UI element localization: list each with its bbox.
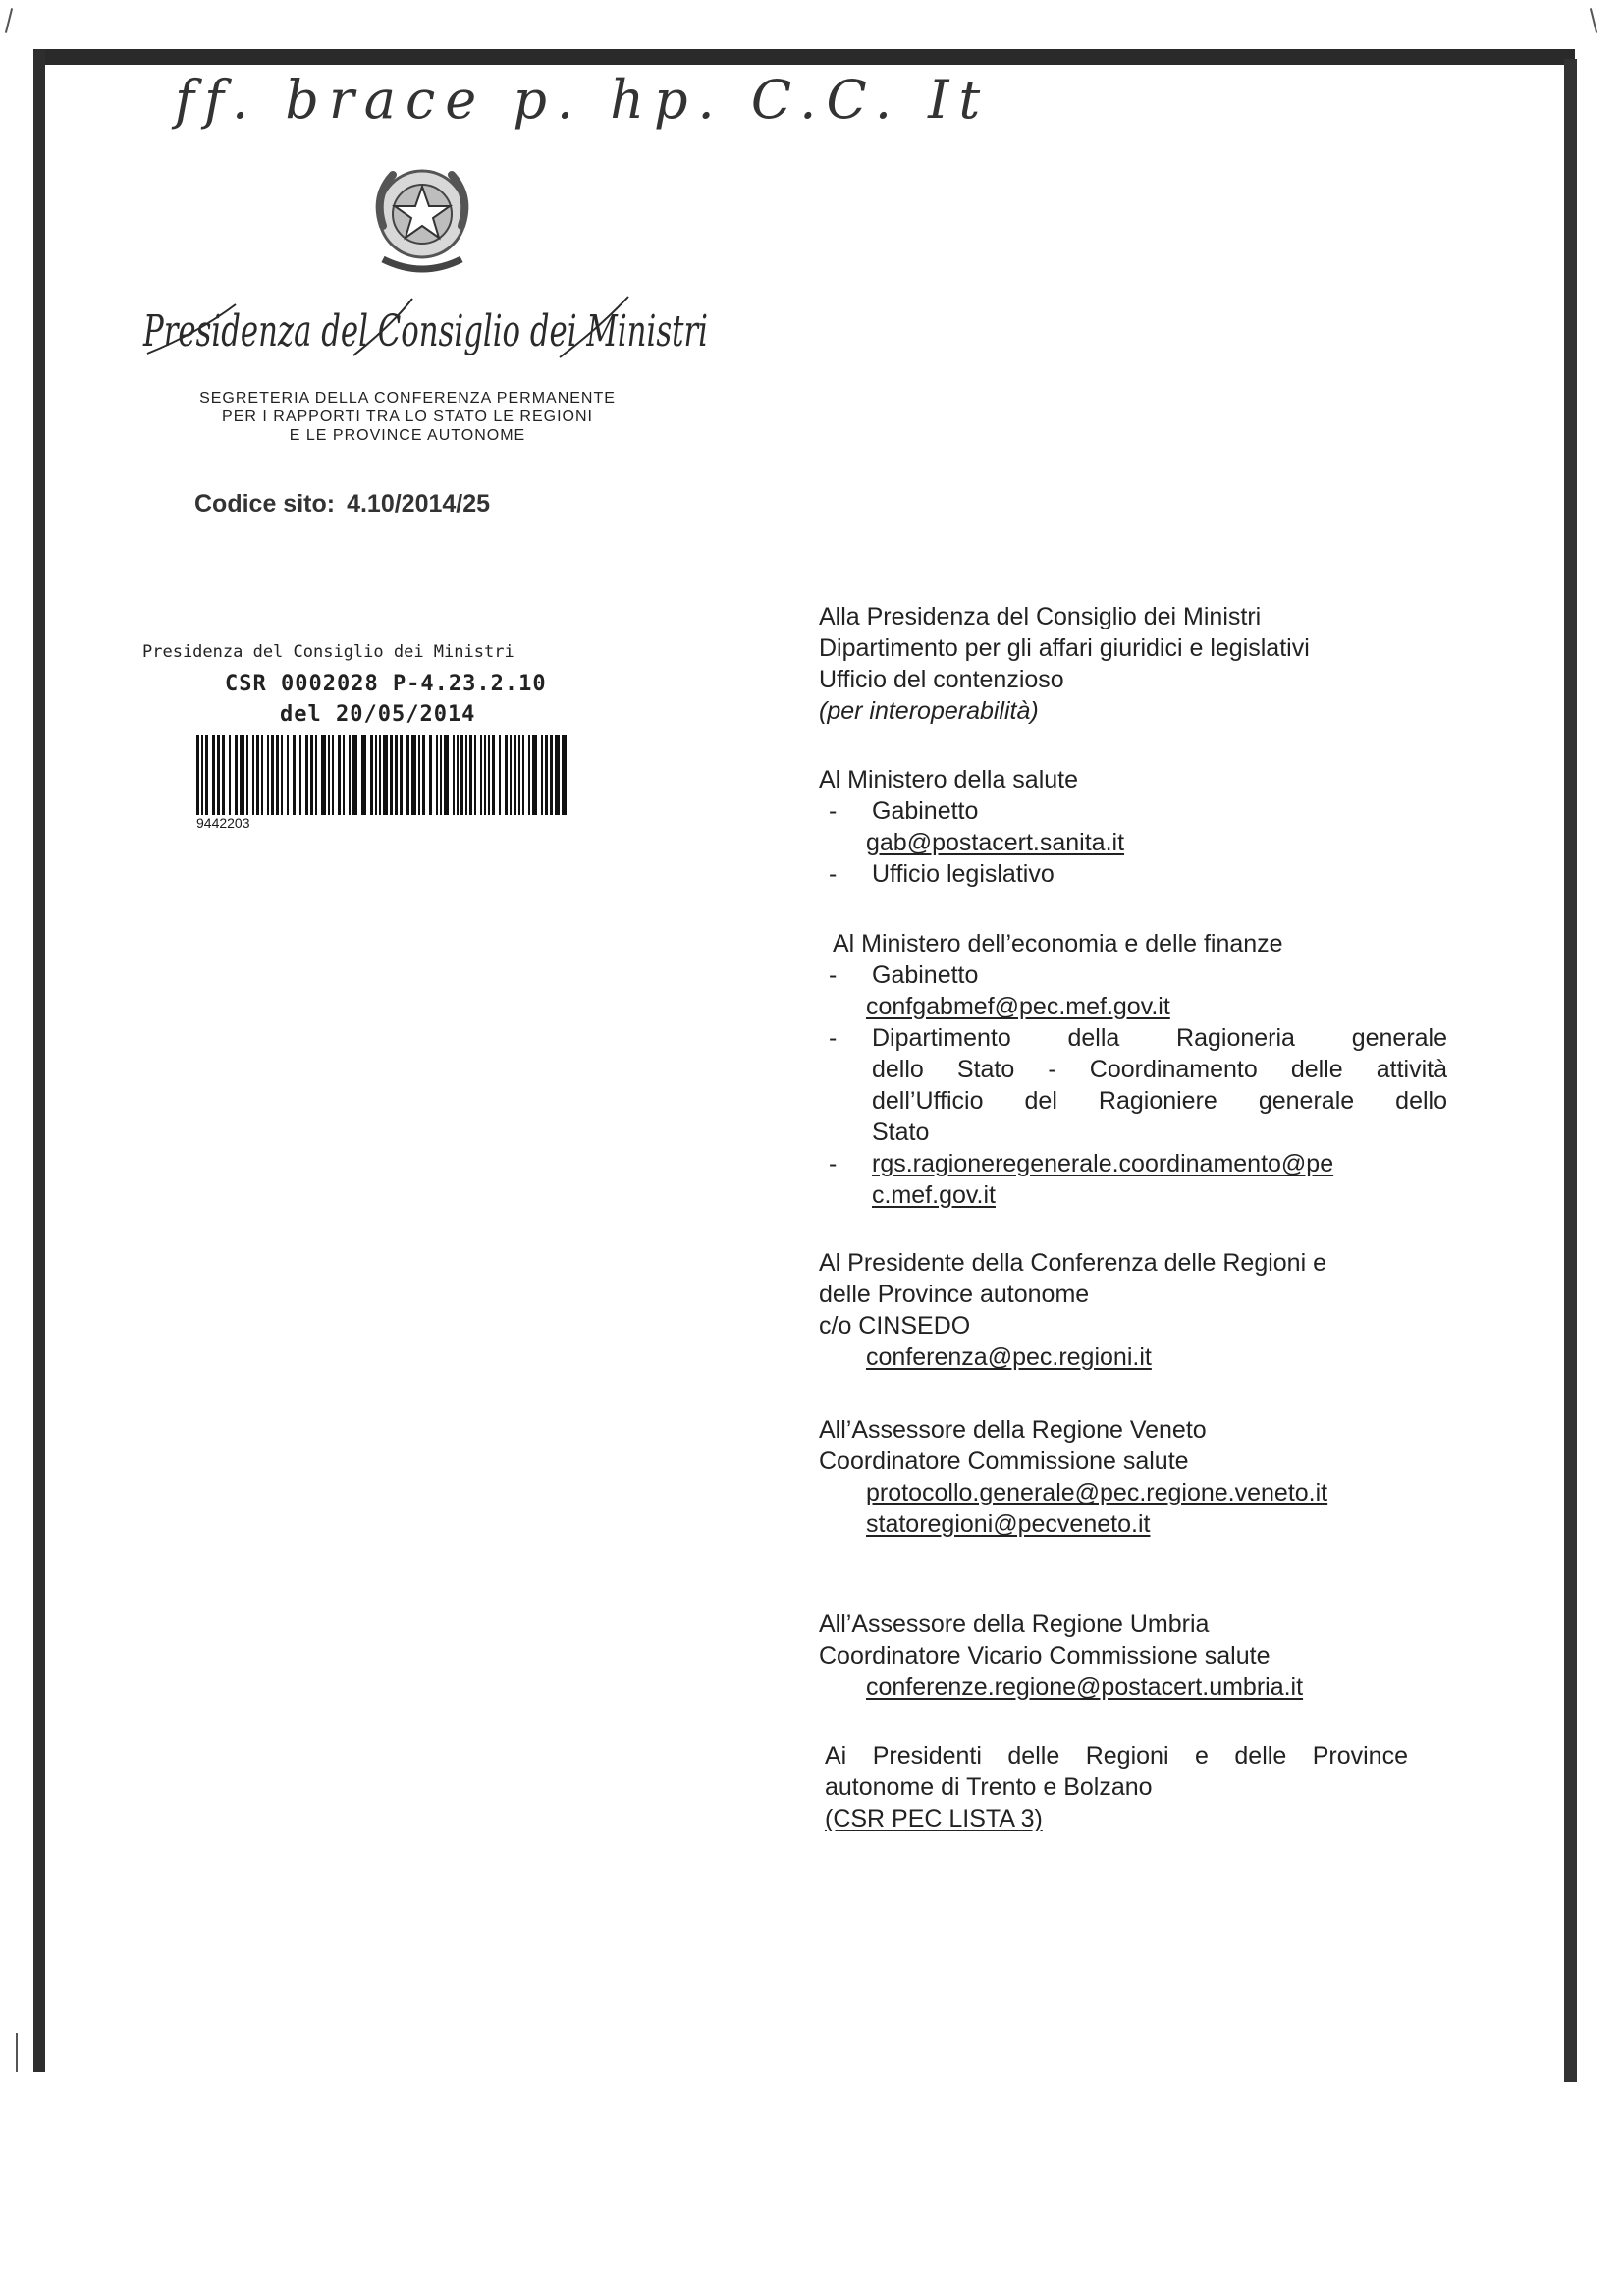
barcode-bar	[492, 735, 495, 815]
pec-list-reference: (CSR PEC LISTA 3)	[825, 1805, 1043, 1832]
recipient-line: delle Province autonome	[819, 1281, 1090, 1308]
recipient-title: Al Ministero della salute	[819, 766, 1079, 793]
stamp-protocol: CSR 0002028 P-4.23.2.10	[225, 672, 547, 696]
barcode-bar	[256, 735, 259, 815]
barcode-bar	[444, 735, 449, 815]
barcode-bar	[338, 735, 341, 815]
office-label: Gabinetto	[872, 961, 979, 989]
email-link[interactable]	[872, 1148, 1447, 1211]
barcode-bar	[315, 735, 317, 815]
barcode-bar	[252, 735, 254, 815]
email-link[interactable]: protocollo.generale@pec.regione.veneto.it	[866, 1479, 1328, 1506]
barcode-bar	[465, 735, 467, 815]
codice-sito	[194, 490, 490, 519]
list-dash: -	[829, 1150, 838, 1177]
recipient-line: c/o CINSEDO	[819, 1312, 971, 1339]
secretariat-heading	[177, 389, 638, 445]
barcode-bar	[370, 735, 373, 815]
barcode-bar	[460, 735, 463, 815]
barcode-bar	[271, 735, 274, 815]
barcode-bar	[332, 735, 334, 815]
protocol-stamp	[142, 642, 614, 727]
email-link[interactable]: statoregioni@pecveneto.it	[866, 1510, 1151, 1538]
barcode-bar	[469, 735, 472, 815]
recipient-line: Coordinatore Commissione salute	[819, 1448, 1189, 1475]
recipient-note: (per interoperabilità)	[819, 697, 1039, 725]
recipient-presidenza	[819, 601, 1447, 727]
barcode-bar	[488, 735, 490, 815]
list-item	[819, 858, 1447, 890]
barcode-bar	[440, 735, 442, 815]
barcode-bar	[395, 735, 398, 815]
barcode-bar	[293, 735, 296, 815]
list-dash: -	[829, 860, 838, 888]
scan-border-left	[33, 49, 45, 2072]
recipient-regione-umbria	[819, 1609, 1447, 1703]
barcode-bar	[229, 735, 231, 815]
recipient-regione-veneto	[819, 1414, 1447, 1540]
barcode-bar	[429, 735, 432, 815]
barcode-bar	[217, 735, 220, 815]
scan-mark	[1590, 8, 1597, 33]
recipient-line: Ufficio del contenzioso	[819, 666, 1064, 693]
scan-border-right	[1564, 59, 1577, 2082]
barcode-bar	[212, 735, 215, 815]
barcode-bar	[406, 735, 409, 815]
barcode-bar	[222, 735, 225, 815]
barcode-bar	[400, 735, 403, 815]
codice-label: Codice sito:	[194, 490, 336, 518]
barcode-bar	[196, 735, 199, 815]
list-item	[819, 959, 1447, 991]
recipient-line: Dipartimento per gli affari giuridici e legislativi	[819, 634, 1310, 662]
barcode-bar	[267, 735, 269, 815]
barcode-bar	[246, 735, 248, 815]
barcode-bar	[550, 735, 553, 815]
presidenza-logo	[137, 285, 717, 373]
email-link[interactable]: conferenze.regione@postacert.umbria.it	[866, 1673, 1304, 1701]
secretariat-line: E LE PROVINCE AUTONOME	[289, 427, 526, 444]
scan-mark	[5, 8, 13, 33]
email-line[interactable]: rgs.ragioneregenerale.coordinamento@pe	[872, 1150, 1334, 1177]
barcode-bar	[261, 735, 263, 815]
recipient-line: Ai Presidenti delle Regioni e delle Province	[825, 1742, 1408, 1770]
barcode	[196, 735, 568, 815]
email-link[interactable]: confgabmef@pec.mef.gov.it	[866, 993, 1170, 1020]
italian-republic-emblem-icon	[363, 157, 481, 285]
barcode-bar	[281, 735, 283, 815]
barcode-bar	[240, 735, 244, 815]
barcode-bar	[436, 735, 438, 815]
list-dash: -	[829, 797, 838, 825]
barcode-bar	[422, 735, 425, 815]
barcode-bar	[205, 735, 208, 815]
barcode-bar	[453, 735, 455, 815]
barcode-bar	[514, 735, 516, 815]
barcode-bar	[480, 735, 482, 815]
barcode-bar	[201, 735, 203, 815]
barcode-bar	[562, 735, 567, 815]
barcode-bar	[235, 735, 238, 815]
barcode-bar	[457, 735, 459, 815]
email-link[interactable]: gab@postacert.sanita.it	[866, 829, 1125, 856]
recipient-conferenza-regioni	[819, 1247, 1447, 1373]
list-item	[819, 795, 1447, 827]
office-line: dell’Ufficio del Ragioniere generale dello	[872, 1087, 1447, 1115]
barcode-bar	[418, 735, 420, 815]
barcode-bar	[383, 735, 388, 815]
office-label: Ufficio legislativo	[872, 860, 1055, 888]
office-line: Dipartimento della Ragioneria generale	[872, 1024, 1447, 1052]
svg-text:Presidenza del Consiglio dei M: Presidenza del Consiglio dei Ministri	[142, 306, 708, 356]
barcode-bar	[499, 735, 501, 815]
barcode-bar	[310, 735, 313, 815]
list-dash: -	[829, 1024, 838, 1052]
barcode-bar	[299, 735, 301, 815]
barcode-bar	[379, 735, 381, 815]
email-link[interactable]: conferenza@pec.regioni.it	[866, 1343, 1152, 1371]
list-item	[819, 1148, 1447, 1211]
barcode-bar	[510, 735, 512, 815]
barcode-bar	[305, 735, 308, 815]
stamp-office: Presidenza del Consiglio dei Ministri	[142, 642, 514, 662]
barcode-bar	[349, 735, 351, 815]
barcode-bar	[555, 735, 560, 815]
barcode-bar	[321, 735, 326, 815]
barcode-bar	[545, 735, 548, 815]
scan-mark	[16, 2033, 18, 2072]
stamp-date: del 20/05/2014	[280, 702, 476, 727]
office-line: dello Stato - Coordinamento delle attività	[872, 1056, 1447, 1083]
barcode-bar	[505, 735, 508, 815]
recipient-line: All’Assessore della Regione Veneto	[819, 1416, 1207, 1444]
recipient-title: Al Ministero dell’economia e delle finanze	[833, 930, 1283, 957]
barcode-bar	[474, 735, 476, 815]
barcode-bar	[375, 735, 377, 815]
recipient-line: All’Assessore della Regione Umbria	[819, 1611, 1210, 1638]
recipient-line: Alla Presidenza del Consiglio dei Ministri	[819, 603, 1262, 630]
barcode-bar	[390, 735, 393, 815]
barcode-bar	[518, 735, 520, 815]
barcode-bar	[361, 735, 366, 815]
handwritten-note: ff. brace p. hp. C.C. It	[175, 69, 991, 131]
barcode-bar	[411, 735, 416, 815]
recipient-ministero-salute	[819, 764, 1447, 890]
barcode-bar	[352, 735, 357, 815]
barcode-bar	[541, 735, 543, 815]
secretariat-line: PER I RAPPORTI TRA LO STATO LE REGIONI	[222, 409, 593, 425]
barcode-bar	[484, 735, 486, 815]
recipient-line: Al Presidente della Conferenza delle Regioni e	[819, 1249, 1326, 1277]
recipient-line: autonome di Trento e Bolzano	[825, 1774, 1153, 1801]
codice-value: 4.10/2014/25	[347, 490, 491, 518]
barcode-bar	[343, 735, 345, 815]
barcode-bar	[522, 735, 524, 815]
office-line: Stato	[872, 1119, 930, 1146]
barcode-bar	[328, 735, 330, 815]
list-item	[819, 1022, 1447, 1148]
email-line[interactable]: c.mef.gov.it	[872, 1181, 996, 1209]
barcode-bar	[528, 735, 530, 815]
secretariat-line: SEGRETERIA DELLA CONFERENZA PERMANENTE	[199, 390, 616, 407]
recipient-presidenti-regioni	[819, 1740, 1408, 1834]
office-label: Gabinetto	[872, 797, 979, 825]
list-dash: -	[829, 961, 838, 989]
barcode-bar	[532, 735, 537, 815]
scan-border-top	[33, 49, 1575, 65]
office-description	[872, 1022, 1447, 1148]
recipient-ministero-economia	[819, 928, 1447, 1211]
barcode-number: 9442203	[196, 815, 250, 831]
recipient-line: Coordinatore Vicario Commissione salute	[819, 1642, 1271, 1669]
barcode-bar	[287, 735, 289, 815]
barcode-bar	[276, 735, 279, 815]
